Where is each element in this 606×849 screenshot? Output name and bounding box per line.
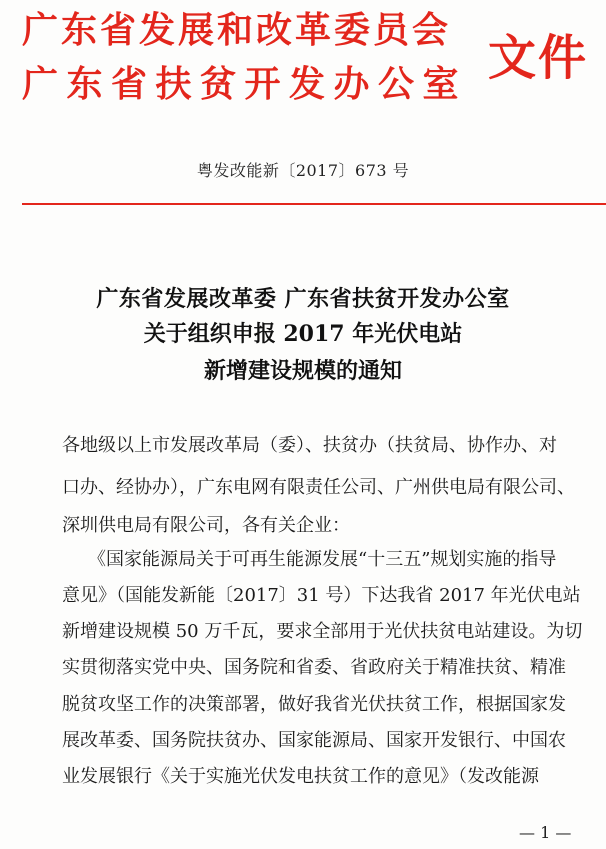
body-line: 脱贫攻坚工作的决策部署，做好我省光伏扶贫工作，根据国家发 bbox=[62, 694, 566, 715]
body-line: 意见》（国能发新能〔2017〕31 号）下达我省 2017 年光伏电站 bbox=[62, 585, 581, 606]
body-line: 口办、经协办），广东电网有限责任公司、广州供电局有限公司、 bbox=[62, 477, 575, 498]
body-line: 《国家能源局关于可再生能源发展“十三五”规划实施的指导 bbox=[88, 549, 557, 570]
page-number: — 1 — bbox=[519, 823, 572, 842]
body-line: 展改革委、国务院扶贫办、国家能源局、国家开发银行、中国农 bbox=[62, 730, 566, 751]
title-line-3: 新增建设规模的通知 bbox=[203, 358, 402, 384]
document-suffix: 文件 bbox=[488, 30, 589, 86]
body-line: 实贯彻落实党中央、国务院和省委、省政府关于精准扶贫、精准 bbox=[62, 657, 566, 678]
document-number: 粤发改能新〔2017〕673 号 bbox=[196, 161, 410, 180]
issuer-line-1: 广东省发展和改革委员会 bbox=[22, 9, 452, 51]
title-line-1: 广东省发展改革委 广东省扶贫开发办公室 bbox=[96, 286, 510, 312]
title-line-2: 关于组织申报 2017 年光伏电站 bbox=[143, 321, 463, 347]
issuer-line-2: 广东省扶贫开发办公室 bbox=[22, 63, 468, 105]
red-divider bbox=[22, 203, 606, 205]
body-line: 深圳供电局有限公司，各有关企业： bbox=[62, 515, 350, 536]
body-line: 业发展银行《关于实施光伏发电扶贫工作的意见》（发改能源 bbox=[62, 766, 539, 787]
body-line: 各地级以上市发展改革局（委）、扶贫办（扶贫局、协作办、对 bbox=[62, 435, 557, 456]
body-line: 新增建设规模 50 万千瓦，要求全部用于光伏扶贫电站建设。为切 bbox=[62, 621, 583, 642]
